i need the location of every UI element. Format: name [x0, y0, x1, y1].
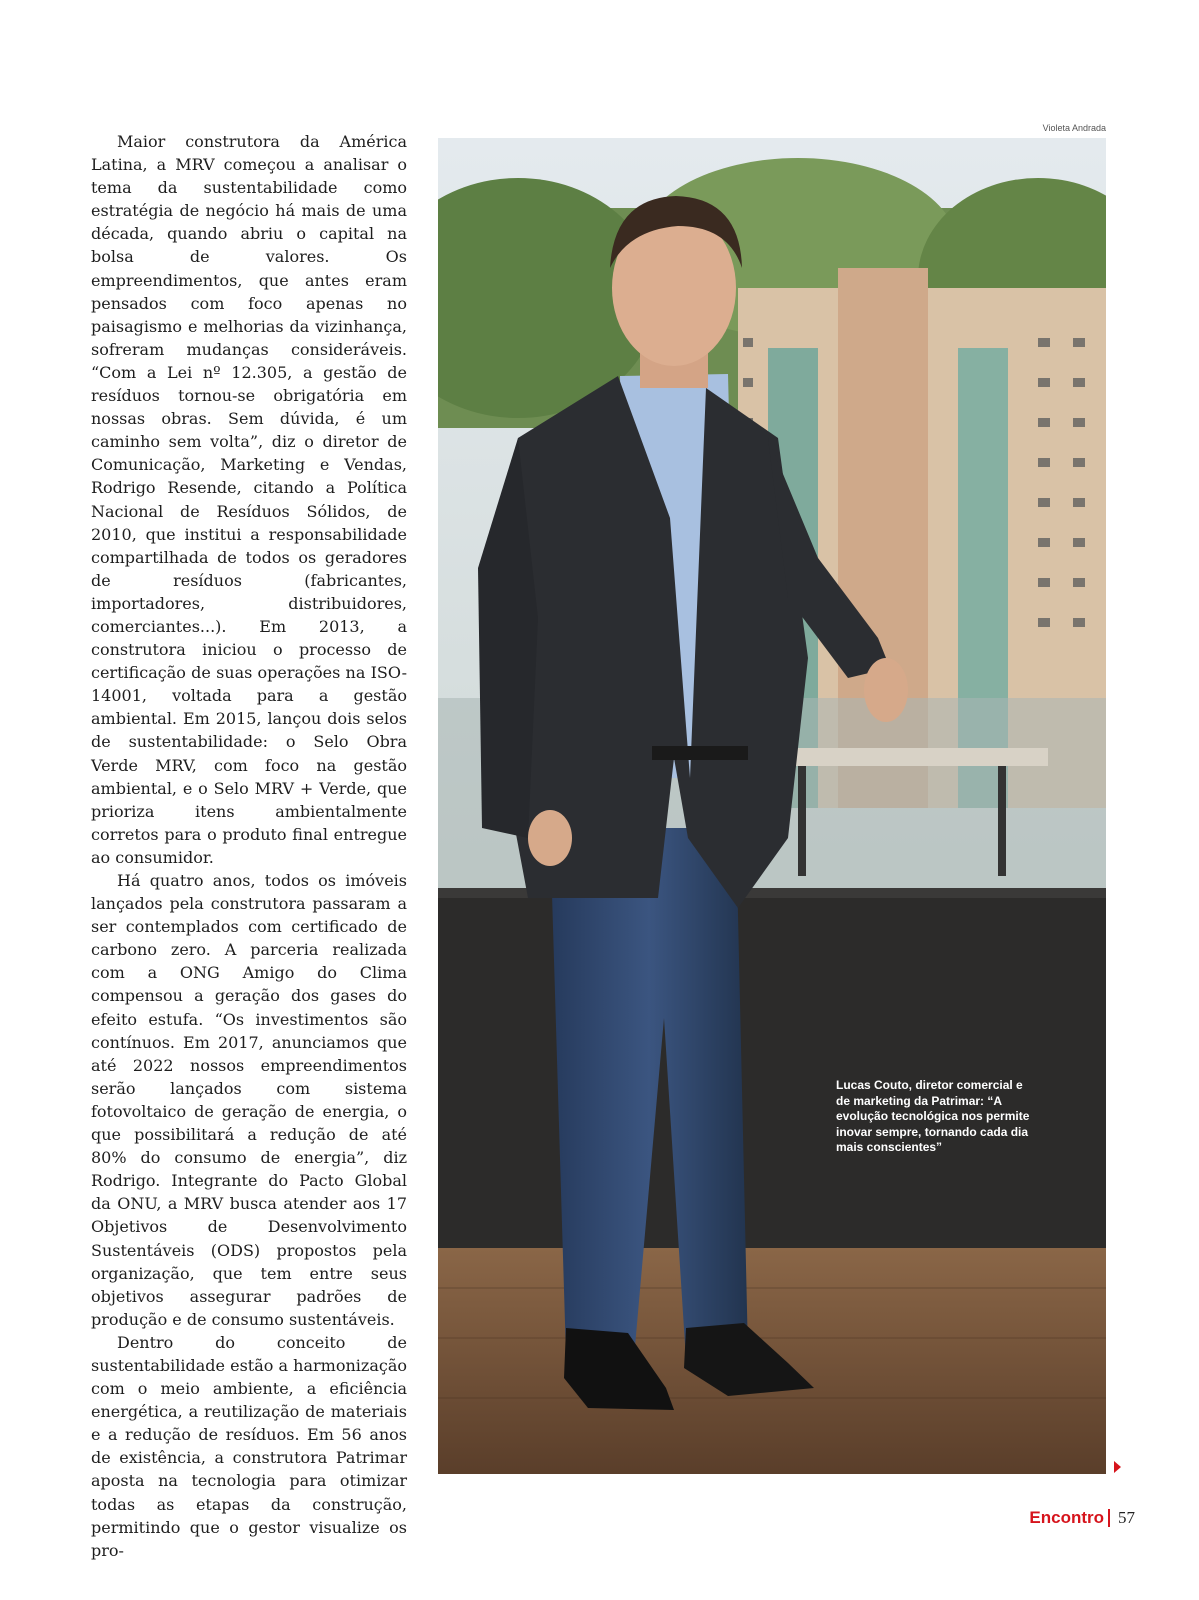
page-number: 57 [1118, 1508, 1135, 1527]
photo-caption: Lucas Couto, diretor comercial e de marketing da Patrimar: “A evolução tecnológica nos permite inovar sempre, tornando cada dia mais conscientes” [836, 1078, 1030, 1154]
portrait-photo [438, 138, 1106, 1474]
article-paragraph: Dentro do conceito de sustentabilidade estão a harmonização com o meio ambiente, a eficiência energética, a reutilização de materiais e a redução de resíduos. Em 56 anos de existência, a construtora Patrimar aposta na tecnologia para otimizar todas as etapas da construção, permitindo que o gestor visualize os pro- [91, 1332, 407, 1560]
portrait-illustration [438, 138, 1106, 1474]
photo-credit: Violeta Andrada [1042, 123, 1106, 133]
footer-divider [1108, 1509, 1110, 1527]
page-footer [1029, 1508, 1135, 1528]
article-body [91, 130, 407, 1562]
article-paragraph: Maior construtora da América Latina, a MRV começou a analisar o tema da sustentabilidade como estratégia de negócio há mais de uma década, quando abriu o capital na bolsa de valores. Os empreendimentos, que antes eram pensados com foco apenas no paisagismo e melhorias da vizinhança, sofreram mudanças consideráveis. “Com a Lei nº 12.305, a gestão de resíduos tornou-se obrigatória em nossas obras. Sem dúvida, é um caminho sem volta”, diz o diretor de Comunicação, Marketing e Vendas, Rodrigo Resende, citando a Política Nacional de Resíduos Sólidos, de 2010, que institui a responsabilidade compartilhada de todos os geradores de resíduos (fabricantes, importadores, distribuidores, comerciantes...). Em 2013, a construtora iniciou o processo de certificação de suas operações na ISO-14001, voltada para a gestão ambiental. Em 2015, lançou dois selos de sustentabilidade: o Selo Obra Verde MRV, com foco na gestão ambiental, e o Selo MRV + Verde, que prioriza itens ambientalmente corretos para o produto final entregue ao consumidor. [91, 132, 407, 867]
article-paragraph: Há quatro anos, todos os imóveis lançados pela construtora passaram a ser contemplados com certificado de carbono zero. A parceria realizada com a ONG Amigo do Clima compensou a geração dos gases do efeito estufa. “Os investimentos são contínuos. Em 2017, anunciamos que até 2022 nossos empreendimentos serão lançados com sistema fotovoltaico de geração de energia, o que possibilitará a redução de até 80% do consumo de energia”, diz Rodrigo. Integrante do Pacto Global da ONU, a MRV busca atender aos 17 Objetivos de Desenvolvimento Sustentáveis (ODS) propostos pela organização, que tem entre seus objetivos assegurar padrões de produção e de consumo sustentáveis. [91, 871, 407, 1329]
magazine-name: Encontro [1029, 1508, 1104, 1527]
continue-arrow-icon [1114, 1461, 1121, 1473]
